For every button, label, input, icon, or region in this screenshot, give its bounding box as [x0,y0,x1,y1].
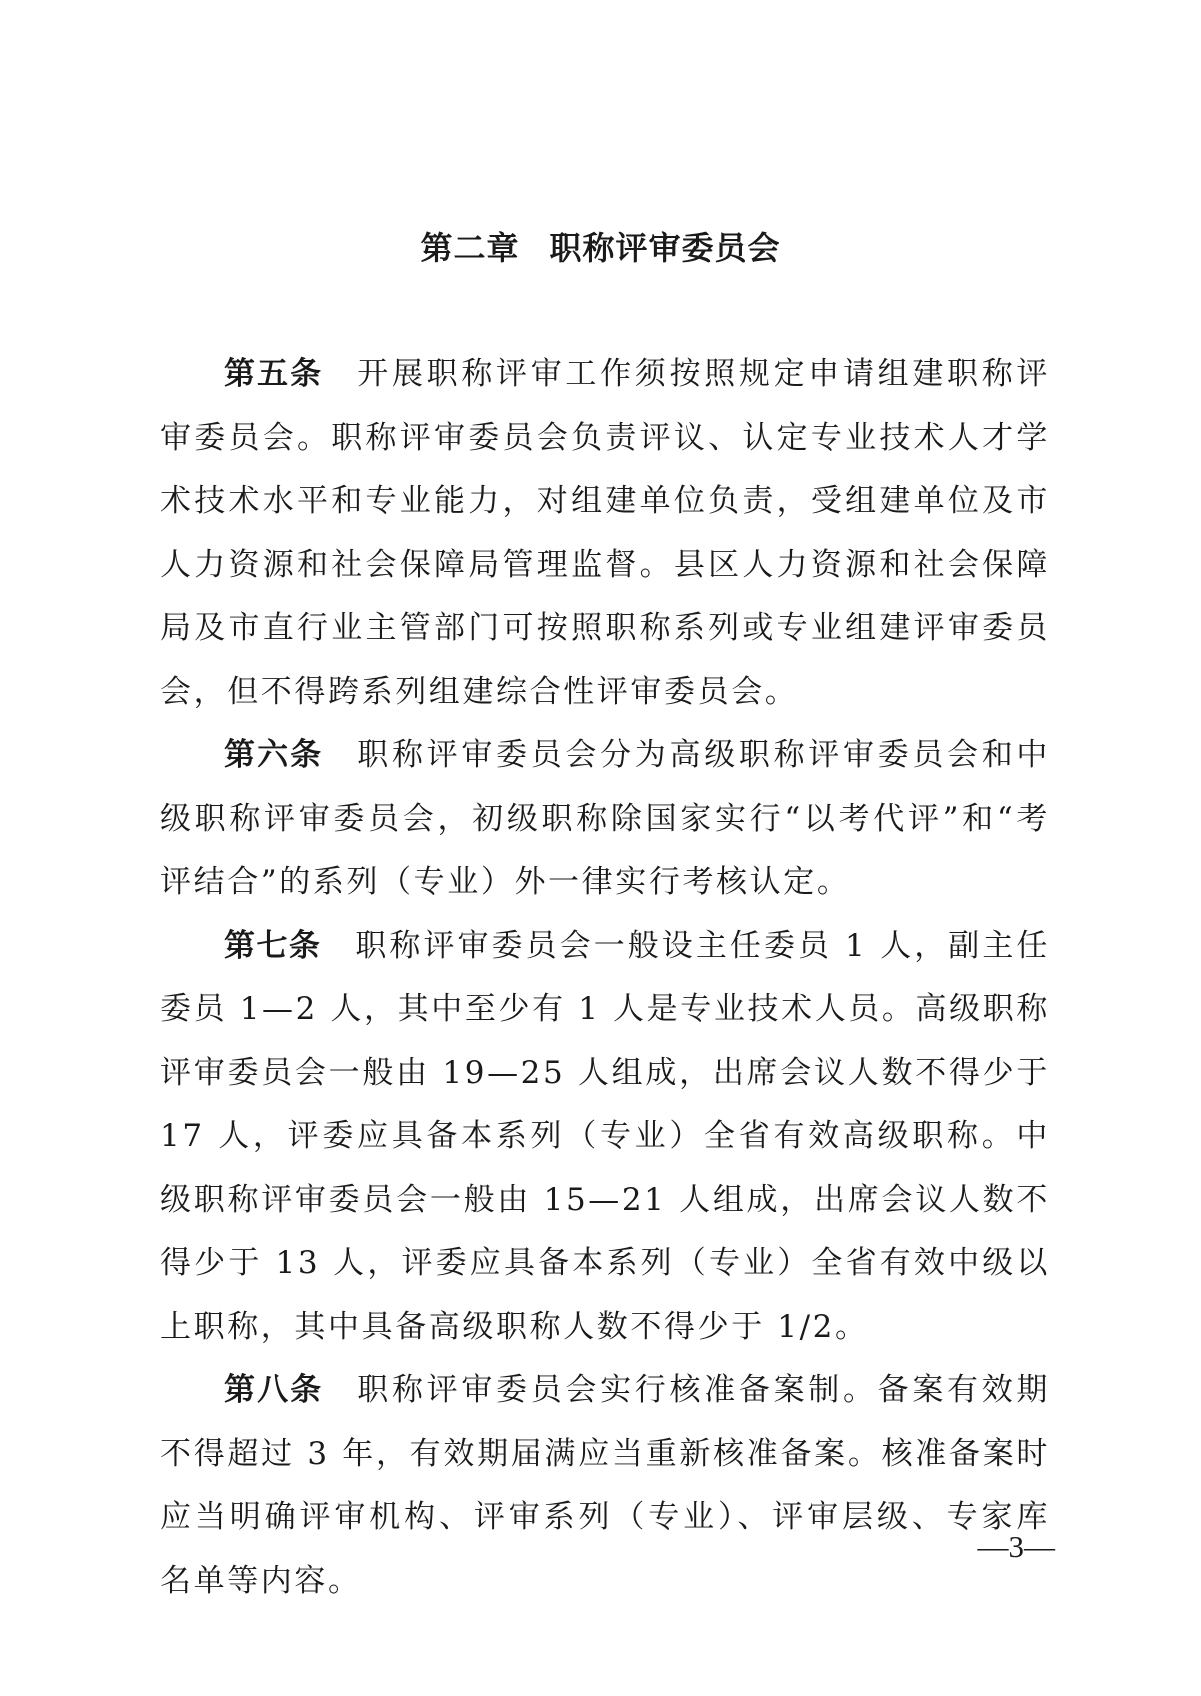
document-body [160,343,1050,1613]
article-5 [160,343,1050,724]
article-7 [160,915,1050,1360]
chapter-heading [0,226,1201,270]
chapter-title: 职称评审委员会 [549,229,781,267]
page-number: —3— [977,1529,1055,1564]
article-label: 第七条 [224,927,322,964]
article-8 [160,1359,1050,1613]
article-label: 第八条 [224,1372,324,1408]
article-text: 开展职称评审工作须按照规定申请组建职称评审委员会。职称评审委员会负责评议、认定专业技术人才学术技术水平和专业能力，对组建单位负责，受组建单位及市人力资源和社会保障局管理监督。县区人力资源和社会保障局及市直行业主管部门可按照职称系列或专业组建评审委员会，但不得跨系列组建综合性评审委员会。 [160,356,1051,710]
article-label: 第六条 [224,737,324,773]
article-text: 职称评审委员会分为高级职称评审委员会和中级职称评审委员会，初级职称除国家实行“以考代评”和“考评结合”的系列（专业）外一律实行考核认定。 [160,737,1051,900]
article-text: 职称评审委员会一般设主任委员 1 人，副主任委员 1—2 人，其中至少有 1 人是专业技术人员。高级职称评审委员会一般由 19—25 人组成，出席会议人数不得少于 17 人，评委应具备本系列（专业）全省有效高级职称。中级职称评审委员会一般由 15—21 人组成，出席会议人数不得少于 13 人，评委应具备本系列（专业）全省有效中级以上职称，其中具备高级职称人数不得少于 1/2。 [160,927,1050,1345]
article-6 [160,724,1050,915]
chapter-number: 第二章 [420,229,520,267]
article-label: 第五条 [224,356,324,392]
article-text: 职称评审委员会实行核准备案制。备案有效期不得超过 3 年，有效期届满应当重新核准备案。核准备案时应当明确评审机构、评审系列（专业）、评审层级、专家库名单等内容。 [160,1372,1051,1599]
